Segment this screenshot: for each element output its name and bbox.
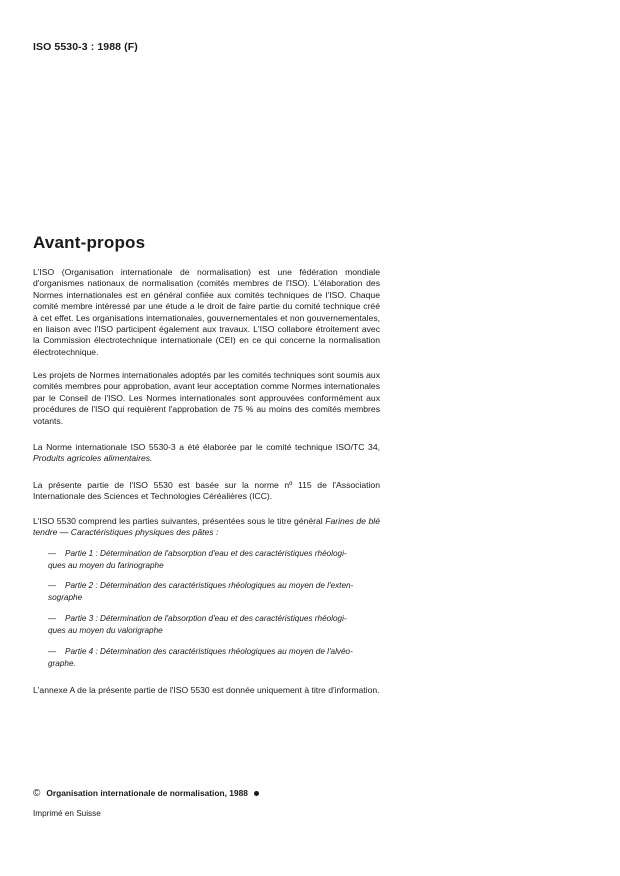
part-line: Partie 3 : Détermination de l'absorption d'eau et des caractéristiques rhéologi- (65, 614, 347, 623)
dash-bullet: — (48, 614, 57, 623)
paragraph-icc-basis: La présente partie de l'ISO 5530 est basée sur la norme nº 115 de l'Association Internationale des Sciences et Technologies Céréalières (ICC). (33, 480, 380, 502)
technical-committee-text: La Norme internationale ISO 5530-3 a été élaborée par le comité technique ISO/TC 34, (33, 442, 380, 452)
part-list-item (48, 548, 380, 572)
parts-intro-text: L'ISO 5530 comprend les parties suivantes, présentées sous le titre général (33, 516, 323, 526)
part-line-continued: ques au moyen du valorigraphe (48, 625, 163, 635)
bullet-icon (254, 791, 259, 796)
paragraph-annex-note: L'annexe A de la présente partie de l'ISO 5530 est donnée uniquement à titre d'information. (33, 685, 380, 695)
paragraph-parts-intro (33, 516, 380, 539)
printed-in-note: Imprimé en Suisse (33, 809, 101, 818)
part-list-item (48, 646, 380, 670)
part-line-continued: graphe. (48, 658, 76, 668)
part-line: Partie 1 : Détermination de l'absorption d'eau et des caractéristiques rhéologi- (65, 549, 347, 558)
copyright-icon: © (33, 788, 41, 799)
dash-bullet: — (48, 581, 57, 590)
page-header: ISO 5530-3 : 1988 (F) (33, 41, 138, 53)
parts-general-title: Farines de blé tendre — Caractéristiques physiques des pâtes : (33, 516, 380, 538)
dash-bullet: — (48, 549, 57, 558)
part-line: Partie 4 : Détermination des caractéristiques rhéologiques au moyen de l'alvéo- (65, 647, 353, 656)
part-line-continued: ques au moyen du farinographe (48, 560, 164, 570)
paragraph-iso-intro: L'ISO (Organisation internationale de normalisation) est une fédération mondiale d'organismes nationaux de normalisation (comités membres de l'ISO). L'élaboration des Normes internationales est en général confiée aux comités techniques de l'ISO. Chaque comité membre intéressé par une étude a le droit de faire partie du comité technique créé à cet effet. Les organisations internationales, gouvernementales et non gouvernementales, en liaison avec l'ISO participent également aux travaux. L'ISO collabore étroitement avec la Commission électrotechnique internationale (CEI) en ce qui concerne la normalisation électrotechnique. (33, 267, 380, 357)
copyright-text: Organisation internationale de normalisation, 1988 (46, 788, 248, 798)
part-list-item (48, 580, 380, 604)
technical-committee-title: Produits agricoles alimentaires. (33, 453, 153, 464)
dash-bullet: — (48, 647, 57, 656)
paragraph-approval-process: Les projets de Normes internationales adoptés par les comités techniques sont soumis aux comités membres pour approbation, avant leur acceptation comme Normes internationales par le Conseil de l'ISO. Les Normes internationales sont approuvées conformément aux procédures de l'ISO qui requièrent l'approbation de 75 % au moins des comités membres votants. (33, 370, 380, 426)
part-line-continued: sographe (48, 592, 83, 602)
part-list-item (48, 613, 380, 637)
page-title: Avant-propos (33, 233, 146, 252)
footer-copyright (33, 788, 259, 799)
part-line: Partie 2 : Détermination des caractéristiques rhéologiques au moyen de l'exten- (65, 581, 354, 590)
paragraph-technical-committee (33, 442, 380, 465)
